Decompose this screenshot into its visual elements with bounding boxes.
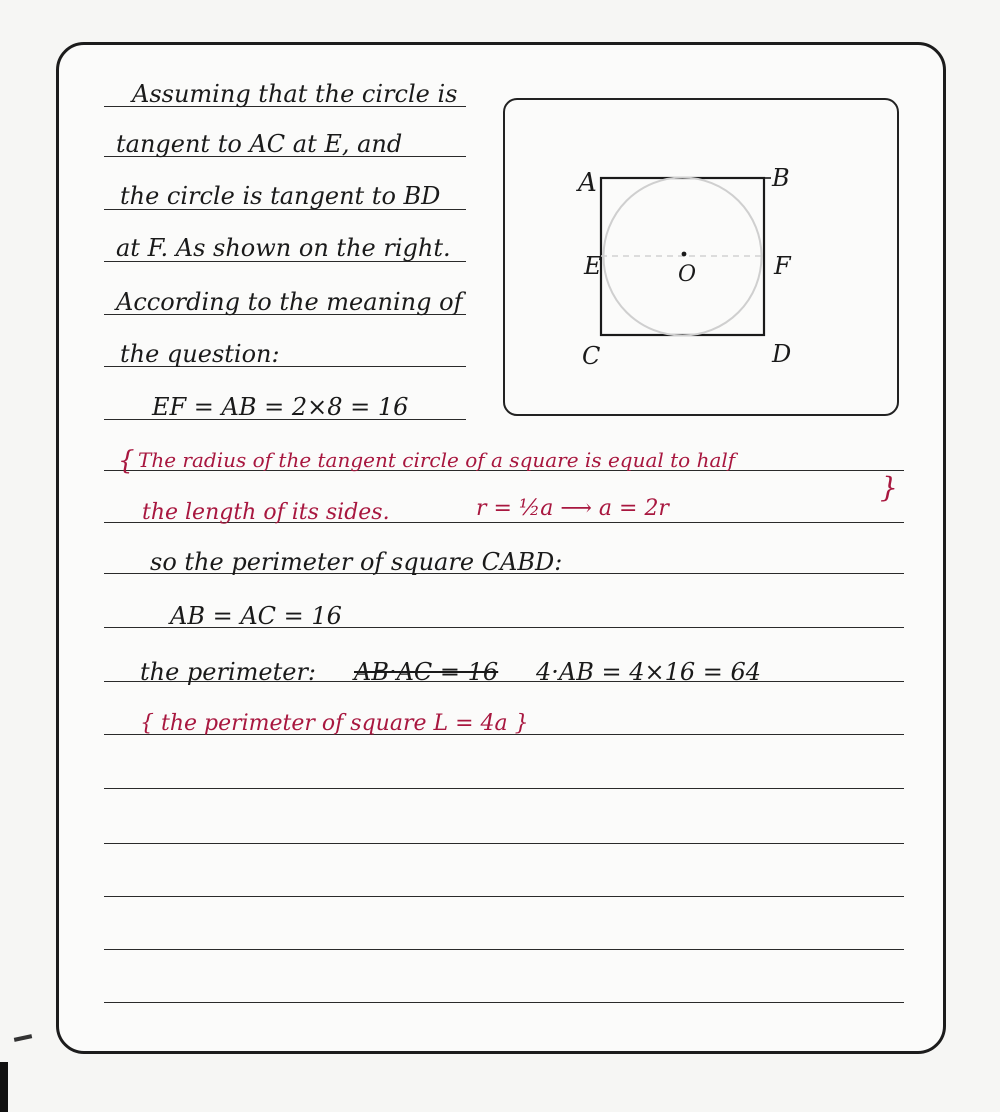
ruled-line	[104, 843, 904, 844]
note-line-6: the question:	[120, 340, 280, 368]
vertex-label-d: D	[772, 340, 792, 368]
note-line-2: tangent to AC at E, and	[116, 130, 403, 158]
point-label-e: E	[584, 252, 602, 280]
note-line-5: According to the meaning of	[116, 288, 463, 316]
note-line-so: so the perimeter of square CABD:	[150, 548, 563, 576]
note-line-ab: AB = AC = 16	[170, 602, 342, 630]
red-note-line-1: The radius of the tangent circle of a square is equal to half	[138, 448, 736, 472]
red-note-open-brace: {	[118, 446, 135, 476]
ruled-line	[104, 1002, 904, 1003]
perimeter-calc: 4·AB = 4×16 = 64	[536, 658, 762, 686]
red-note-close-brace: }	[880, 471, 898, 504]
red-note-line-2: the length of its sides.	[142, 500, 390, 525]
vertex-label-a: A	[578, 168, 597, 198]
ruled-line	[104, 949, 904, 950]
ruled-line	[104, 788, 904, 789]
note-line-7: EF = AB = 2×8 = 16	[152, 393, 409, 421]
point-label-f: F	[774, 252, 791, 280]
pen-mark	[14, 1034, 32, 1042]
ruled-line	[104, 896, 904, 897]
note-line-3: the circle is tangent to BD	[120, 182, 441, 210]
vertex-label-c: C	[582, 342, 601, 370]
perimeter-label: the perimeter:	[140, 658, 317, 686]
perimeter-struck: AB·AC = 16	[354, 658, 499, 686]
edge-mark	[0, 1062, 8, 1112]
note-line-4: at F. As shown on the right.	[116, 234, 451, 262]
center-label-o: O	[678, 262, 697, 287]
vertex-label-b: B	[772, 164, 790, 192]
red-note-perimeter: { the perimeter of square L = 4a }	[140, 711, 529, 736]
note-line-1: Assuming that the circle is	[132, 80, 458, 108]
red-note-formula: r = ½a ⟶ a = 2r	[476, 496, 669, 521]
figure-panel	[503, 98, 899, 416]
